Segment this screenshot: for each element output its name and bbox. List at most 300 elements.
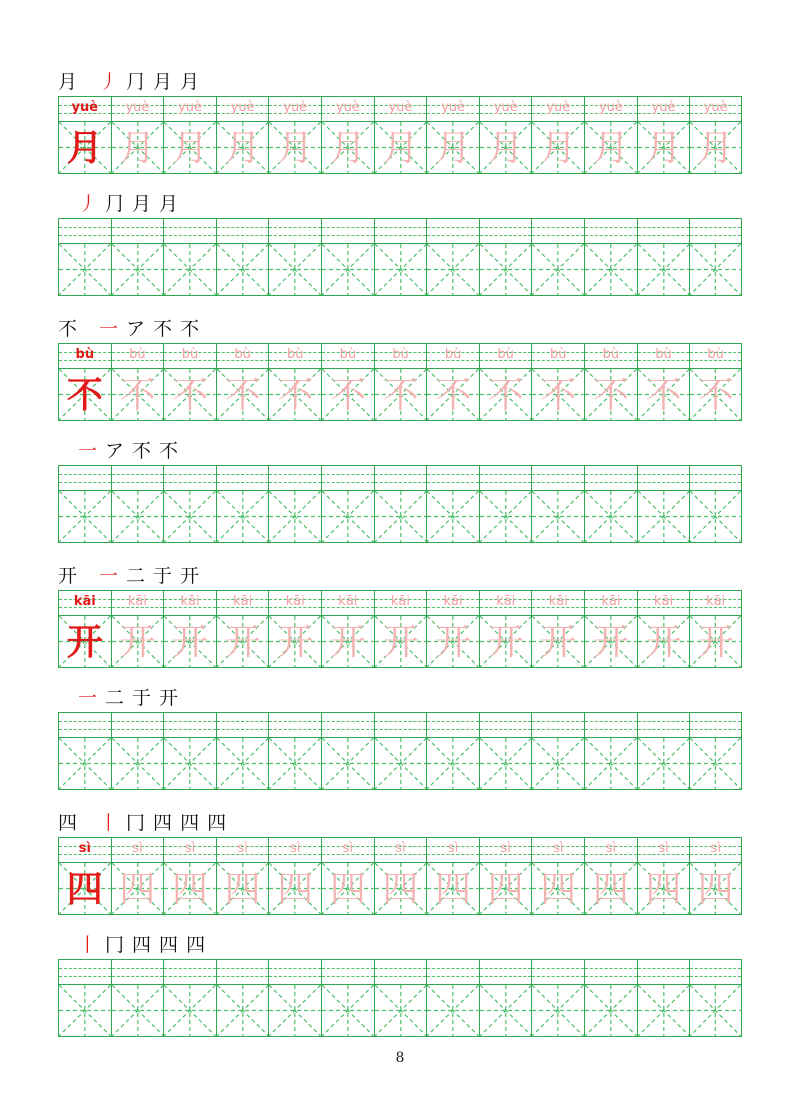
hanzi-zone bbox=[480, 490, 532, 542]
hanzi-zone bbox=[638, 984, 690, 1036]
pinyin-trace: kāi bbox=[548, 594, 568, 609]
writing-cell[interactable] bbox=[216, 590, 269, 668]
hanzi-zone bbox=[480, 984, 532, 1036]
practice-cell[interactable] bbox=[374, 712, 427, 790]
practice-cell[interactable] bbox=[531, 465, 584, 543]
pinyin-zone bbox=[585, 713, 637, 737]
hanzi-zone bbox=[638, 862, 690, 914]
tian-zi-ge-guides bbox=[690, 491, 741, 542]
practice-cell[interactable] bbox=[637, 465, 690, 543]
pinyin-zone bbox=[164, 97, 216, 121]
trace-character: 月 bbox=[645, 128, 682, 169]
trace-character: 不 bbox=[172, 375, 209, 416]
hanzi-zone bbox=[269, 984, 321, 1036]
tian-zi-ge-guides bbox=[59, 244, 111, 295]
practice-cell[interactable] bbox=[216, 465, 269, 543]
practice-cell[interactable] bbox=[479, 218, 532, 296]
hanzi-zone bbox=[269, 121, 321, 173]
writing-cell[interactable] bbox=[531, 837, 584, 915]
tracing-grid-row bbox=[58, 343, 742, 421]
practice-cell[interactable] bbox=[479, 465, 532, 543]
pinyin-zone bbox=[480, 97, 532, 121]
pinyin-trace: yuè bbox=[546, 100, 571, 115]
tian-zi-ge-guides bbox=[59, 491, 111, 542]
practice-cell[interactable] bbox=[58, 712, 111, 790]
pinyin-zone bbox=[375, 344, 427, 368]
pinyin-trace: kāi bbox=[443, 594, 463, 609]
tian-zi-ge-guides bbox=[269, 244, 321, 295]
practice-cell[interactable] bbox=[216, 712, 269, 790]
writing-cell[interactable] bbox=[426, 837, 479, 915]
pinyin-trace: sì bbox=[447, 841, 459, 856]
hanzi-zone bbox=[217, 243, 269, 295]
hanzi-zone bbox=[269, 243, 321, 295]
pinyin-zone bbox=[585, 838, 637, 862]
pinyin-trace: sì bbox=[553, 841, 564, 856]
pinyin-trace: yuè bbox=[388, 100, 413, 115]
practice-cell[interactable] bbox=[268, 959, 321, 1037]
tian-zi-ge-guides bbox=[375, 985, 427, 1036]
pinyin-zone bbox=[112, 219, 164, 243]
hanzi-zone bbox=[480, 737, 532, 789]
tian-zi-ge-guides bbox=[427, 738, 479, 789]
pinyin-trace: bù bbox=[602, 347, 620, 362]
writing-cell[interactable] bbox=[426, 96, 479, 174]
practice-cell[interactable] bbox=[374, 465, 427, 543]
pinyin-zone bbox=[375, 838, 427, 862]
tian-zi-ge-guides bbox=[164, 985, 216, 1036]
pinyin-zone bbox=[217, 344, 269, 368]
tracing-grid-row bbox=[58, 96, 742, 174]
writing-cell[interactable] bbox=[637, 96, 690, 174]
hanzi-zone bbox=[164, 121, 216, 173]
pinyin-label: bù bbox=[75, 347, 95, 362]
pinyin-zone bbox=[375, 960, 427, 984]
practice-grid-row bbox=[58, 218, 742, 296]
tian-zi-ge-guides bbox=[269, 738, 321, 789]
pinyin-trace: bù bbox=[550, 347, 567, 362]
pinyin-zone bbox=[164, 713, 216, 737]
pinyin-zone bbox=[690, 344, 741, 368]
pinyin-trace: sì bbox=[658, 841, 669, 856]
tian-zi-ge-guides bbox=[322, 491, 374, 542]
tian-zi-ge-guides bbox=[532, 244, 584, 295]
hanzi-zone bbox=[269, 490, 321, 542]
hanzi-zone bbox=[59, 368, 111, 420]
writing-cell[interactable] bbox=[531, 96, 584, 174]
tian-zi-ge-guides bbox=[322, 244, 374, 295]
stroke-step: 四 bbox=[186, 934, 206, 956]
writing-cell[interactable] bbox=[374, 837, 427, 915]
pinyin-trace: bù bbox=[497, 347, 514, 362]
practice-cell[interactable] bbox=[479, 712, 532, 790]
pinyin-zone bbox=[638, 960, 690, 984]
hanzi-zone bbox=[532, 490, 584, 542]
pinyin-zone bbox=[59, 591, 111, 615]
hanzi-zone bbox=[690, 862, 741, 914]
practice-cell[interactable] bbox=[584, 218, 637, 296]
trace-character: 月 bbox=[592, 128, 629, 169]
pinyin-zone bbox=[638, 344, 690, 368]
trace-character: 月 bbox=[172, 128, 209, 169]
practice-cell[interactable] bbox=[584, 959, 637, 1037]
writing-cell[interactable] bbox=[111, 590, 164, 668]
practice-stroke-order-line bbox=[78, 684, 186, 712]
hanzi-zone bbox=[638, 615, 690, 667]
pinyin-zone bbox=[480, 344, 532, 368]
writing-cell[interactable] bbox=[58, 343, 111, 421]
pinyin-zone bbox=[112, 591, 164, 615]
pinyin-trace: kāi bbox=[653, 594, 674, 609]
hanzi-zone bbox=[585, 862, 637, 914]
writing-cell[interactable] bbox=[163, 837, 216, 915]
practice-cell[interactable] bbox=[531, 712, 584, 790]
pinyin-zone bbox=[480, 591, 532, 615]
pinyin-zone bbox=[322, 960, 374, 984]
pinyin-zone bbox=[322, 97, 374, 121]
trace-character: 月 bbox=[277, 128, 314, 169]
hanzi-zone bbox=[164, 737, 216, 789]
page-number: 8 bbox=[395, 1050, 405, 1066]
practice-cell[interactable] bbox=[111, 959, 164, 1037]
writing-cell[interactable] bbox=[321, 590, 374, 668]
practice-cell[interactable] bbox=[268, 465, 321, 543]
writing-cell[interactable] bbox=[216, 837, 269, 915]
hanzi-zone bbox=[427, 243, 479, 295]
writing-cell[interactable] bbox=[163, 343, 216, 421]
tian-zi-ge-guides bbox=[164, 738, 216, 789]
hanzi-zone bbox=[59, 615, 111, 667]
practice-cell[interactable] bbox=[689, 959, 742, 1037]
pinyin-zone bbox=[375, 97, 427, 121]
writing-cell[interactable] bbox=[479, 837, 532, 915]
pinyin-zone bbox=[269, 591, 321, 615]
trace-character: 开 bbox=[329, 622, 366, 663]
pinyin-zone bbox=[427, 219, 479, 243]
pinyin-zone bbox=[638, 838, 690, 862]
hanzi-zone bbox=[585, 615, 637, 667]
trace-character: 不 bbox=[487, 375, 524, 416]
pinyin-trace: bù bbox=[234, 347, 251, 362]
practice-cell[interactable] bbox=[689, 465, 742, 543]
trace-character: 不 bbox=[224, 375, 261, 416]
tian-zi-ge-guides bbox=[375, 491, 427, 542]
hanzi-zone bbox=[112, 737, 164, 789]
practice-cell[interactable] bbox=[268, 712, 321, 790]
trace-character: 不 bbox=[435, 375, 472, 416]
hanzi-zone bbox=[638, 243, 690, 295]
trace-character: 四 bbox=[435, 869, 472, 910]
practice-cell[interactable] bbox=[321, 959, 374, 1037]
pinyin-trace: sì bbox=[710, 841, 721, 856]
hanzi-zone bbox=[59, 490, 111, 542]
pinyin-zone bbox=[532, 838, 584, 862]
writing-cell[interactable] bbox=[111, 96, 164, 174]
tian-zi-ge-guides bbox=[375, 244, 427, 295]
writing-cell[interactable] bbox=[426, 590, 479, 668]
model-character: 开 bbox=[66, 622, 103, 663]
pinyin-trace: sì bbox=[395, 841, 406, 856]
hanzi-zone bbox=[112, 862, 164, 914]
writing-cell[interactable] bbox=[637, 590, 690, 668]
pinyin-zone bbox=[585, 97, 637, 121]
stroke-step: 不 bbox=[180, 318, 200, 340]
pinyin-zone bbox=[638, 97, 690, 121]
practice-cell[interactable] bbox=[689, 712, 742, 790]
practice-cell[interactable] bbox=[163, 712, 216, 790]
stroke-step: 一 bbox=[78, 687, 98, 709]
trace-character: 四 bbox=[697, 869, 734, 910]
practice-cell[interactable] bbox=[111, 712, 164, 790]
trace-character: 不 bbox=[592, 375, 629, 416]
pinyin-zone bbox=[690, 466, 741, 490]
hanzi-zone bbox=[690, 737, 741, 789]
hanzi-zone bbox=[585, 121, 637, 173]
practice-cell[interactable] bbox=[637, 959, 690, 1037]
stroke-step: 四 bbox=[180, 812, 200, 834]
writing-cell[interactable] bbox=[584, 96, 637, 174]
practice-cell[interactable] bbox=[163, 465, 216, 543]
practice-cell[interactable] bbox=[426, 959, 479, 1037]
writing-cell[interactable] bbox=[689, 837, 742, 915]
writing-cell[interactable] bbox=[374, 96, 427, 174]
hanzi-zone bbox=[112, 243, 164, 295]
practice-cell[interactable] bbox=[163, 959, 216, 1037]
practice-cell[interactable] bbox=[111, 218, 164, 296]
hanzi-zone bbox=[217, 368, 269, 420]
practice-grid-row bbox=[58, 465, 742, 543]
writing-cell[interactable] bbox=[637, 837, 690, 915]
pinyin-zone bbox=[59, 97, 111, 121]
practice-cell[interactable] bbox=[58, 959, 111, 1037]
stroke-step: 四 bbox=[207, 812, 227, 834]
pinyin-zone bbox=[427, 960, 479, 984]
writing-cell[interactable] bbox=[58, 96, 111, 174]
writing-cell[interactable] bbox=[479, 96, 532, 174]
hanzi-zone bbox=[532, 243, 584, 295]
hanzi-zone bbox=[112, 121, 164, 173]
practice-cell[interactable] bbox=[58, 465, 111, 543]
stroke-step: ア bbox=[126, 318, 146, 340]
writing-cell[interactable] bbox=[163, 96, 216, 174]
pinyin-zone bbox=[164, 960, 216, 984]
tian-zi-ge-guides bbox=[59, 738, 111, 789]
stroke-step: 于 bbox=[153, 565, 173, 587]
writing-cell[interactable] bbox=[321, 96, 374, 174]
practice-cell[interactable] bbox=[584, 465, 637, 543]
writing-cell[interactable] bbox=[479, 590, 532, 668]
tian-zi-ge-guides bbox=[480, 244, 532, 295]
writing-cell[interactable] bbox=[268, 343, 321, 421]
hanzi-zone bbox=[480, 615, 532, 667]
writing-cell[interactable] bbox=[689, 343, 742, 421]
hanzi-zone bbox=[480, 368, 532, 420]
practice-cell[interactable] bbox=[426, 218, 479, 296]
pinyin-zone bbox=[269, 960, 321, 984]
writing-cell[interactable] bbox=[216, 96, 269, 174]
practice-cell[interactable] bbox=[216, 959, 269, 1037]
tian-zi-ge-guides bbox=[322, 985, 374, 1036]
practice-cell[interactable] bbox=[374, 959, 427, 1037]
pinyin-zone bbox=[532, 344, 584, 368]
practice-cell[interactable] bbox=[584, 712, 637, 790]
writing-cell[interactable] bbox=[111, 837, 164, 915]
writing-cell[interactable] bbox=[479, 343, 532, 421]
practice-cell[interactable] bbox=[637, 712, 690, 790]
practice-cell[interactable] bbox=[321, 712, 374, 790]
writing-cell[interactable] bbox=[268, 96, 321, 174]
pinyin-trace: sì bbox=[500, 841, 511, 856]
practice-cell[interactable] bbox=[163, 218, 216, 296]
hanzi-zone bbox=[217, 121, 269, 173]
writing-cell[interactable] bbox=[689, 96, 742, 174]
stroke-step: 四 bbox=[153, 812, 173, 834]
stroke-order-line bbox=[58, 68, 207, 96]
hanzi-zone bbox=[375, 737, 427, 789]
pinyin-trace: kāi bbox=[601, 594, 621, 609]
practice-cell[interactable] bbox=[58, 218, 111, 296]
practice-cell[interactable] bbox=[426, 712, 479, 790]
pinyin-zone bbox=[59, 713, 111, 737]
writing-cell[interactable] bbox=[584, 343, 637, 421]
pinyin-trace: yuè bbox=[651, 100, 676, 115]
trace-character: 月 bbox=[382, 128, 419, 169]
tian-zi-ge-guides bbox=[638, 738, 690, 789]
writing-cell[interactable] bbox=[268, 590, 321, 668]
trace-character: 不 bbox=[540, 375, 577, 416]
trace-character: 开 bbox=[645, 622, 682, 663]
writing-cell[interactable] bbox=[531, 343, 584, 421]
practice-cell[interactable] bbox=[268, 218, 321, 296]
hanzi-zone bbox=[532, 121, 584, 173]
writing-cell[interactable] bbox=[531, 590, 584, 668]
pinyin-label: sì bbox=[78, 841, 91, 856]
practice-cell[interactable] bbox=[531, 959, 584, 1037]
trace-character: 不 bbox=[382, 375, 419, 416]
practice-stroke-order-line bbox=[78, 931, 213, 959]
pinyin-zone bbox=[164, 591, 216, 615]
practice-cell[interactable] bbox=[637, 218, 690, 296]
hanzi-zone bbox=[322, 862, 374, 914]
pinyin-zone bbox=[164, 466, 216, 490]
hanzi-zone bbox=[217, 984, 269, 1036]
pinyin-zone bbox=[585, 219, 637, 243]
hanzi-zone bbox=[164, 615, 216, 667]
writing-cell[interactable] bbox=[584, 590, 637, 668]
pinyin-zone bbox=[59, 960, 111, 984]
tian-zi-ge-guides bbox=[690, 738, 741, 789]
stroke-step: 丨 bbox=[99, 812, 119, 834]
hanzi-zone bbox=[164, 984, 216, 1036]
tian-zi-ge-guides bbox=[164, 491, 216, 542]
practice-cell[interactable] bbox=[321, 465, 374, 543]
model-character: 四 bbox=[66, 869, 103, 910]
pinyin-zone bbox=[375, 219, 427, 243]
stroke-step: 不 bbox=[132, 440, 152, 462]
hanzi-zone bbox=[427, 737, 479, 789]
tian-zi-ge-guides bbox=[690, 244, 741, 295]
hanzi-zone bbox=[375, 243, 427, 295]
pinyin-trace: kāi bbox=[706, 594, 726, 609]
practice-cell[interactable] bbox=[216, 218, 269, 296]
practice-cell[interactable] bbox=[374, 218, 427, 296]
pinyin-zone bbox=[269, 219, 321, 243]
tian-zi-ge-guides bbox=[638, 244, 690, 295]
character-heading: 不 bbox=[58, 318, 78, 340]
tian-zi-ge-guides bbox=[585, 738, 637, 789]
stroke-order-line bbox=[58, 809, 234, 837]
writing-cell[interactable] bbox=[111, 343, 164, 421]
writing-cell[interactable] bbox=[374, 590, 427, 668]
tian-zi-ge-guides bbox=[585, 491, 637, 542]
writing-cell[interactable] bbox=[268, 837, 321, 915]
hanzi-zone bbox=[112, 368, 164, 420]
practice-cell[interactable] bbox=[479, 959, 532, 1037]
writing-cell[interactable] bbox=[58, 837, 111, 915]
character-section bbox=[58, 809, 742, 1041]
trace-character: 月 bbox=[329, 128, 366, 169]
writing-cell[interactable] bbox=[321, 837, 374, 915]
practice-cell[interactable] bbox=[689, 218, 742, 296]
pinyin-zone bbox=[269, 466, 321, 490]
hanzi-zone bbox=[375, 121, 427, 173]
pinyin-zone bbox=[164, 219, 216, 243]
writing-cell[interactable] bbox=[216, 343, 269, 421]
writing-cell[interactable] bbox=[58, 590, 111, 668]
practice-cell[interactable] bbox=[111, 465, 164, 543]
stroke-step: ア bbox=[105, 440, 125, 462]
practice-cell[interactable] bbox=[321, 218, 374, 296]
writing-cell[interactable] bbox=[321, 343, 374, 421]
hanzi-zone bbox=[690, 368, 741, 420]
pinyin-zone bbox=[638, 219, 690, 243]
hanzi-zone bbox=[269, 737, 321, 789]
pinyin-zone bbox=[112, 960, 164, 984]
hanzi-zone bbox=[532, 984, 584, 1036]
tian-zi-ge-guides bbox=[585, 985, 637, 1036]
practice-cell[interactable] bbox=[531, 218, 584, 296]
character-heading: 四 bbox=[58, 812, 78, 834]
pinyin-trace: kāi bbox=[390, 594, 411, 609]
writing-cell[interactable] bbox=[163, 590, 216, 668]
pinyin-zone bbox=[112, 344, 164, 368]
trace-character: 开 bbox=[277, 622, 314, 663]
writing-cell[interactable] bbox=[374, 343, 427, 421]
writing-cell[interactable] bbox=[426, 343, 479, 421]
pinyin-zone bbox=[480, 466, 532, 490]
trace-character: 开 bbox=[172, 622, 209, 663]
trace-character: 四 bbox=[119, 869, 156, 910]
tian-zi-ge-guides bbox=[532, 491, 584, 542]
tian-zi-ge-guides bbox=[480, 738, 532, 789]
pinyin-trace: sì bbox=[237, 841, 248, 856]
model-character: 不 bbox=[66, 375, 103, 416]
stroke-step: 开 bbox=[180, 565, 200, 587]
writing-cell[interactable] bbox=[689, 590, 742, 668]
pinyin-trace: yuè bbox=[493, 100, 518, 115]
tian-zi-ge-guides bbox=[427, 244, 479, 295]
stroke-step: 丿 bbox=[78, 193, 98, 215]
writing-cell[interactable] bbox=[637, 343, 690, 421]
writing-cell[interactable] bbox=[584, 837, 637, 915]
trace-character: 四 bbox=[329, 869, 366, 910]
pinyin-zone bbox=[638, 713, 690, 737]
practice-cell[interactable] bbox=[426, 465, 479, 543]
hanzi-zone bbox=[480, 862, 532, 914]
stroke-step: 于 bbox=[132, 687, 152, 709]
trace-character: 开 bbox=[487, 622, 524, 663]
pinyin-zone bbox=[690, 838, 741, 862]
